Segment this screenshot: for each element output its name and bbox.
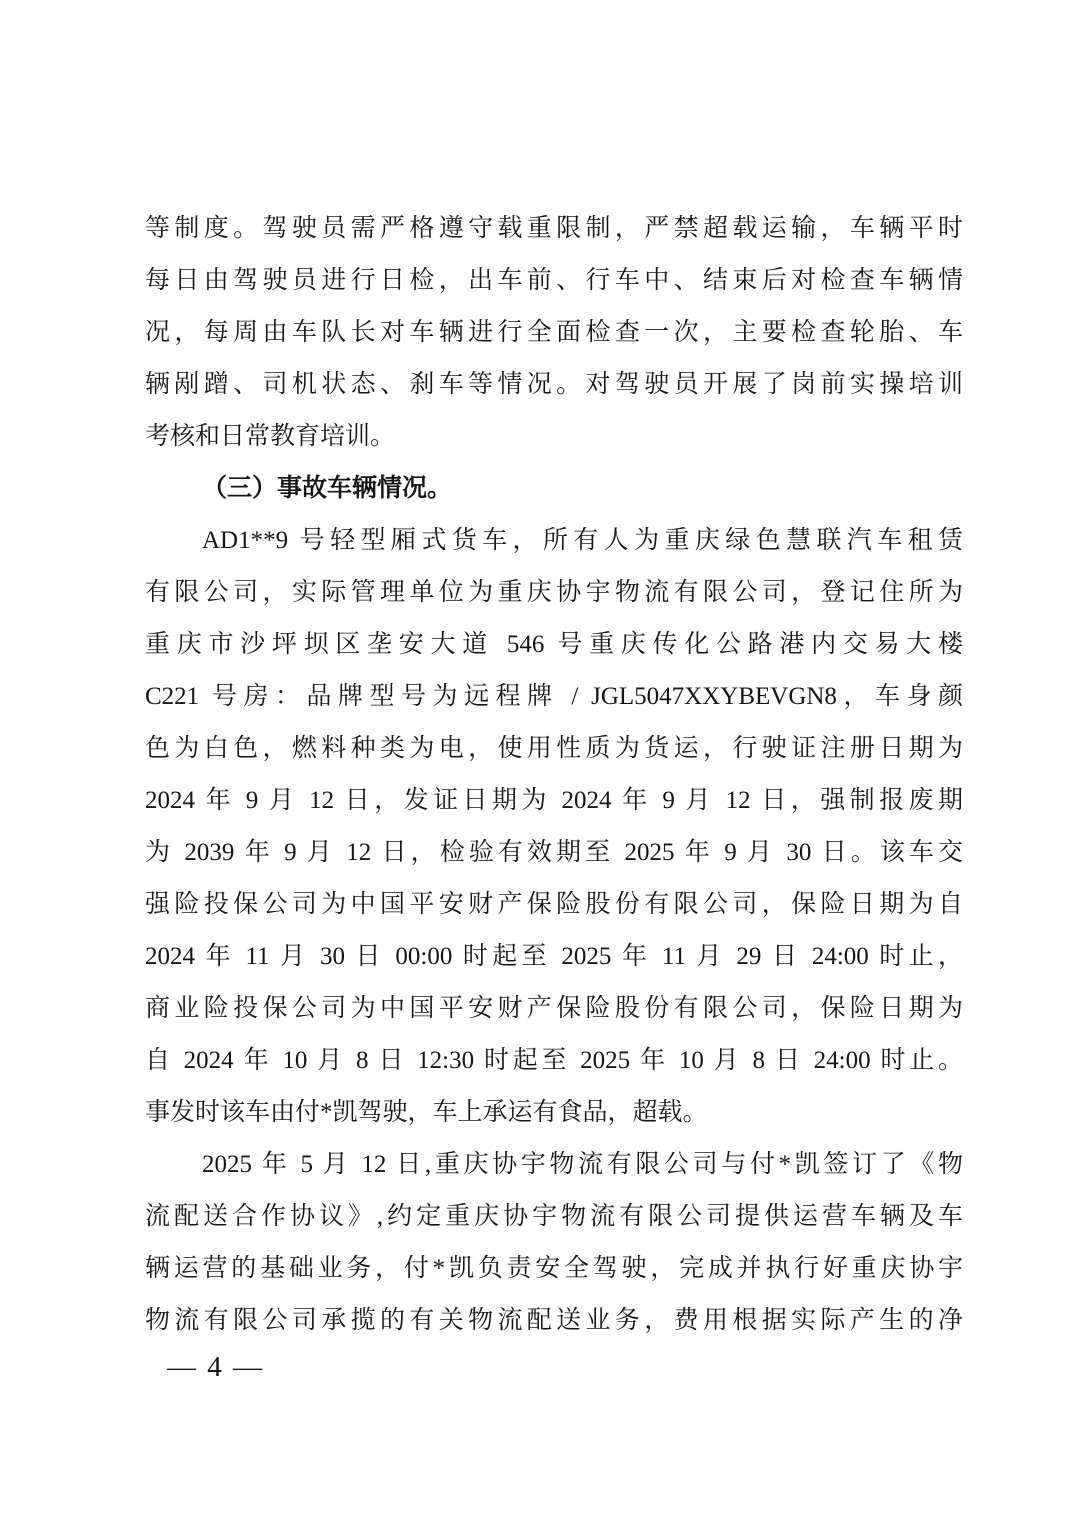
text-line: 自 2024 年 10 月 8 日 12:30 时起至 2025 年 10 月 8 日 24:00 时止。 bbox=[145, 1047, 963, 1074]
text-line: 2024 年 11 月 30 日 00:00 时起至 2025 年 11 月 29 日 24:00 时止， bbox=[145, 943, 963, 970]
text-line: 辆剐蹭、司机状态、刹车等情况。对驾驶员开展了岗前实操培训 bbox=[145, 371, 963, 398]
text-line: 辆运营的基础业务，付*凯负责安全驾驶，完成并执行好重庆协宇 bbox=[145, 1255, 963, 1282]
text-line: 2025 年 5 月 12 日,重庆协宇物流有限公司与付*凯签订了《物 bbox=[202, 1151, 963, 1178]
document-body bbox=[145, 203, 963, 1347]
text-line: 每日由驾驶员进行日检，出车前、行车中、结束后对检查车辆情 bbox=[145, 267, 963, 294]
text-line: 等制度。驾驶员需严格遵守载重限制，严禁超载运输，车辆平时 bbox=[145, 215, 963, 242]
section-heading: （三）事故车辆情况。 bbox=[202, 475, 453, 502]
text-line: 有限公司，实际管理单位为重庆协宇物流有限公司，登记住所为 bbox=[145, 579, 963, 606]
text-line: 色为白色，燃料种类为电，使用性质为货运，行驶证注册日期为 bbox=[145, 735, 963, 762]
text-line: 事发时该车由付*凯驾驶，车上承运有食品，超载。 bbox=[145, 1099, 708, 1126]
text-line: 商业险投保公司为中国平安财产保险股份有限公司，保险日期为 bbox=[145, 995, 963, 1022]
text-line: 2024 年 9 月 12 日，发证日期为 2024 年 9 月 12 日，强制报废期 bbox=[145, 787, 963, 814]
page-number: — 4 — bbox=[167, 1351, 264, 1383]
text-line: 为 2039 年 9 月 12 日，检验有效期至 2025 年 9 月 30 日。该车交 bbox=[145, 839, 963, 866]
text-line: 物流有限公司承揽的有关物流配送业务，费用根据实际产生的净 bbox=[145, 1307, 963, 1334]
text-line: 重庆市沙坪坝区垄安大道 546 号重庆传化公路港内交易大楼 bbox=[145, 631, 963, 658]
text-line: 况，每周由车队长对车辆进行全面检查一次，主要检查轮胎、车 bbox=[145, 319, 963, 346]
text-line: AD1**9 号轻型厢式货车，所有人为重庆绿色慧联汽车租赁 bbox=[202, 527, 963, 554]
text-line: 流配送合作协议》,约定重庆协宇物流有限公司提供运营车辆及车 bbox=[145, 1203, 963, 1230]
text-line: 考核和日常教育培训。 bbox=[145, 423, 396, 450]
text-line: C221 号房：品牌型号为远程牌 / JGL5047XXYBEVGN8，车身颜 bbox=[145, 683, 963, 710]
text-line: 强险投保公司为中国平安财产保险股份有限公司，保险日期为自 bbox=[145, 891, 963, 918]
